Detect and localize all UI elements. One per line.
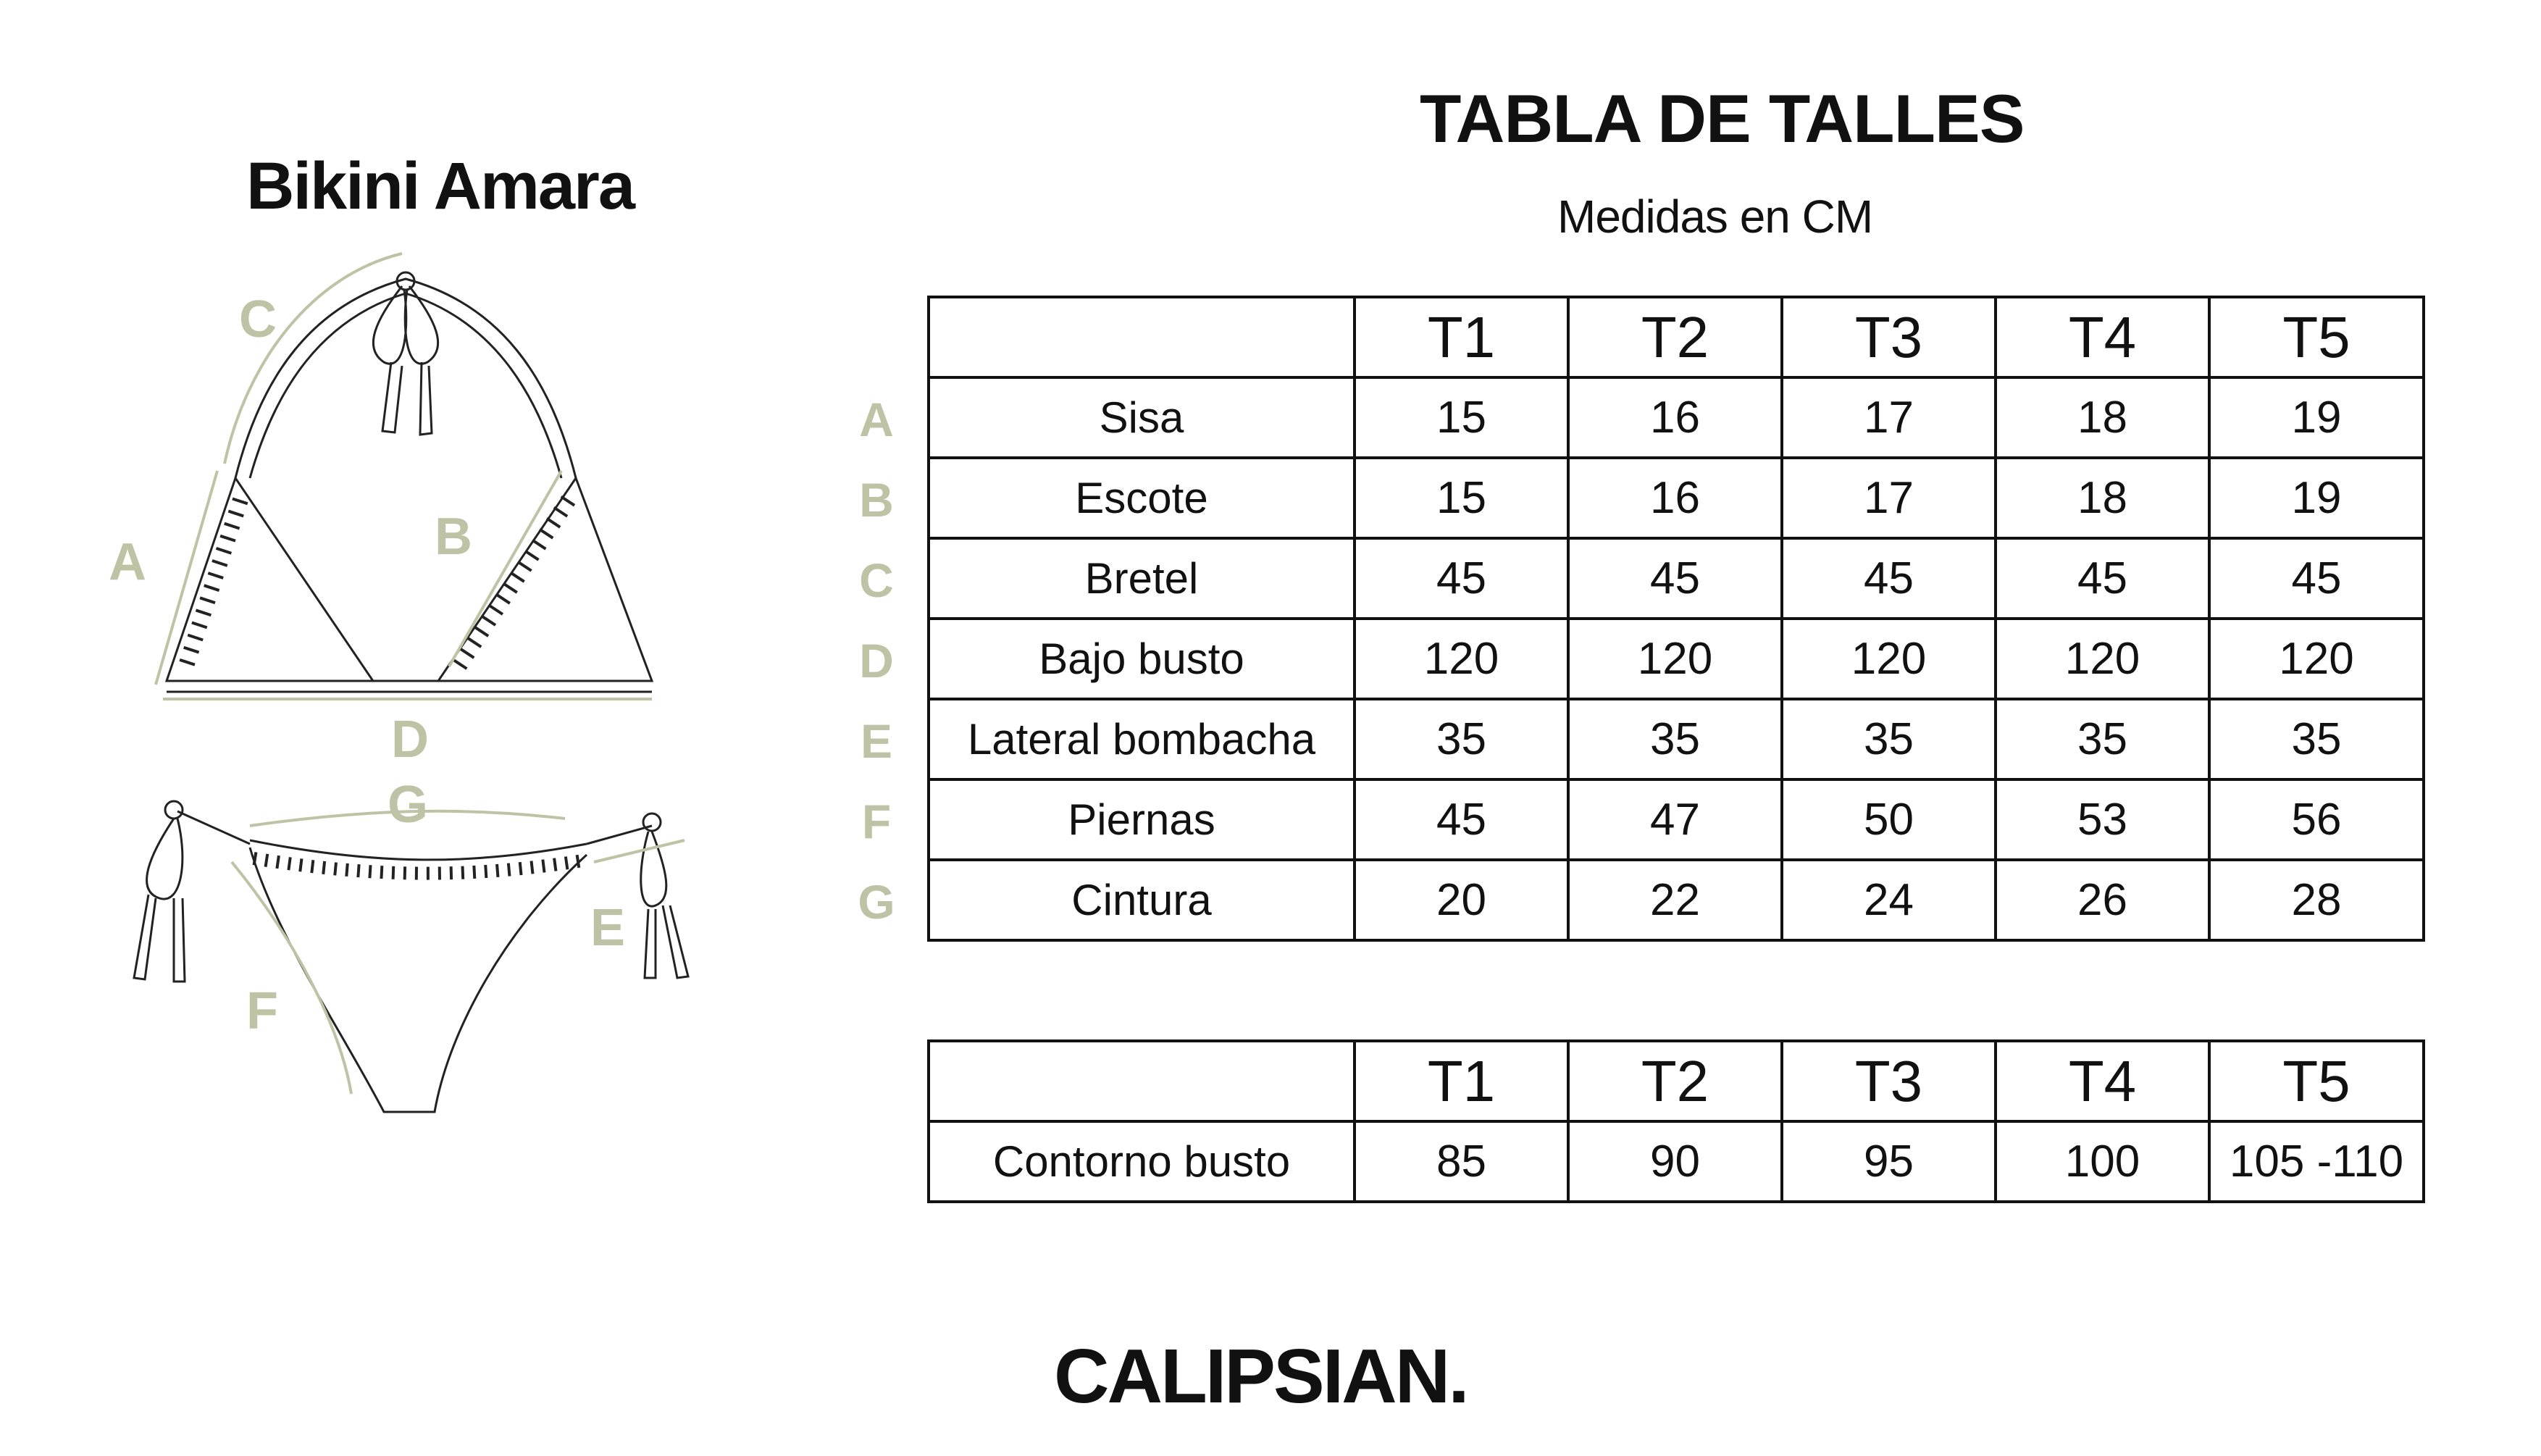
table-row [929, 538, 2424, 619]
table-cell: 45 [1782, 538, 1996, 619]
bust-table [927, 1039, 2425, 1203]
row-label: Bajo busto [929, 619, 1355, 699]
table-row [929, 619, 2424, 699]
header-cell-t3: T3 [1782, 297, 1996, 377]
size-chart-title: TABLA DE TALLES [1420, 80, 2025, 156]
row-label: Cintura [929, 860, 1355, 940]
table-cell: 45 [1355, 538, 1568, 619]
diagram-label-c: C [239, 290, 277, 348]
table-cell: 53 [1996, 779, 2209, 860]
table-cell: 120 [1355, 619, 1568, 699]
row-label: Escote [929, 458, 1355, 538]
table-header-row [929, 297, 2424, 377]
table-cell: 28 [2209, 860, 2424, 940]
row-letter: A [859, 393, 894, 446]
header-empty-cell [929, 1041, 1355, 1121]
diagram-label-d: D [391, 711, 429, 769]
row-letter: G [858, 875, 895, 929]
row-letter-column [847, 380, 905, 942]
row-label: Lateral bombacha [929, 699, 1355, 779]
table-cell: 45 [1996, 538, 2209, 619]
table-cell: 45 [2209, 538, 2424, 619]
table-cell: 16 [1568, 377, 1782, 458]
header-cell-t2: T2 [1568, 1041, 1782, 1121]
table-cell: 15 [1355, 458, 1568, 538]
header-cell-t2: T2 [1568, 297, 1782, 377]
header-cell-t1: T1 [1355, 297, 1568, 377]
diagram-label-f: F [246, 982, 278, 1040]
table-cell: 95 [1782, 1121, 1996, 1202]
header-cell-t3: T3 [1782, 1041, 1996, 1121]
size-table [927, 296, 2425, 942]
table-cell: 35 [1355, 699, 1568, 779]
table-cell: 35 [1568, 699, 1782, 779]
table-cell: 105 -110 [2209, 1121, 2424, 1202]
diagram-label-b: B [435, 508, 472, 566]
table-row [929, 699, 2424, 779]
table-row [929, 377, 2424, 458]
row-letter: D [859, 634, 894, 687]
brand-logo: CALIPSIAN. [1054, 1334, 1468, 1419]
table-cell: 45 [1568, 538, 1782, 619]
row-letter: F [861, 795, 892, 848]
header-cell-t1: T1 [1355, 1041, 1568, 1121]
table-cell: 35 [2209, 699, 2424, 779]
row-letter: B [859, 473, 894, 527]
units-subtitle: Medidas en CM [1557, 191, 1873, 243]
table-cell: 90 [1568, 1121, 1782, 1202]
diagram-label-a: A [109, 533, 146, 591]
table-header-row [929, 1041, 2424, 1121]
header-cell-t5: T5 [2209, 1041, 2424, 1121]
table-row [929, 1121, 2424, 1202]
table-cell: 17 [1782, 458, 1996, 538]
table-cell: 15 [1355, 377, 1568, 458]
table-row [929, 779, 2424, 860]
table-cell: 19 [2209, 377, 2424, 458]
table-cell: 120 [2209, 619, 2424, 699]
table-cell: 16 [1568, 458, 1782, 538]
table-cell: 100 [1996, 1121, 2209, 1202]
table-cell: 17 [1782, 377, 1996, 458]
table-cell: 85 [1355, 1121, 1568, 1202]
table-cell: 120 [1568, 619, 1782, 699]
diagram-label-g: G [388, 776, 429, 834]
table-row [929, 860, 2424, 940]
header-cell-t4: T4 [1996, 297, 2209, 377]
table-cell: 35 [1996, 699, 2209, 779]
measurement-guides [156, 254, 685, 1094]
table-cell: 24 [1782, 860, 1996, 940]
table-cell: 22 [1568, 860, 1782, 940]
table-cell: 20 [1355, 860, 1568, 940]
table-cell: 56 [2209, 779, 2424, 860]
row-letter: E [860, 714, 893, 768]
row-label: Contorno busto [929, 1121, 1355, 1202]
table-cell: 50 [1782, 779, 1996, 860]
table-cell: 35 [1782, 699, 1996, 779]
table-cell: 18 [1996, 377, 2209, 458]
diagram-label-e: E [590, 899, 626, 957]
table-cell: 19 [2209, 458, 2424, 538]
table-cell: 26 [1996, 860, 2209, 940]
table-cell: 120 [1782, 619, 1996, 699]
header-cell-t5: T5 [2209, 297, 2424, 377]
table-cell: 120 [1996, 619, 2209, 699]
product-title: Bikini Amara [246, 149, 635, 223]
table-row [929, 458, 2424, 538]
header-cell-t4: T4 [1996, 1041, 2209, 1121]
table-cell: 47 [1568, 779, 1782, 860]
row-label: Bretel [929, 538, 1355, 619]
header-empty-cell [929, 297, 1355, 377]
row-label: Sisa [929, 377, 1355, 458]
row-letter: C [859, 553, 894, 607]
table-cell: 18 [1996, 458, 2209, 538]
row-label: Piernas [929, 779, 1355, 860]
table-cell: 45 [1355, 779, 1568, 860]
